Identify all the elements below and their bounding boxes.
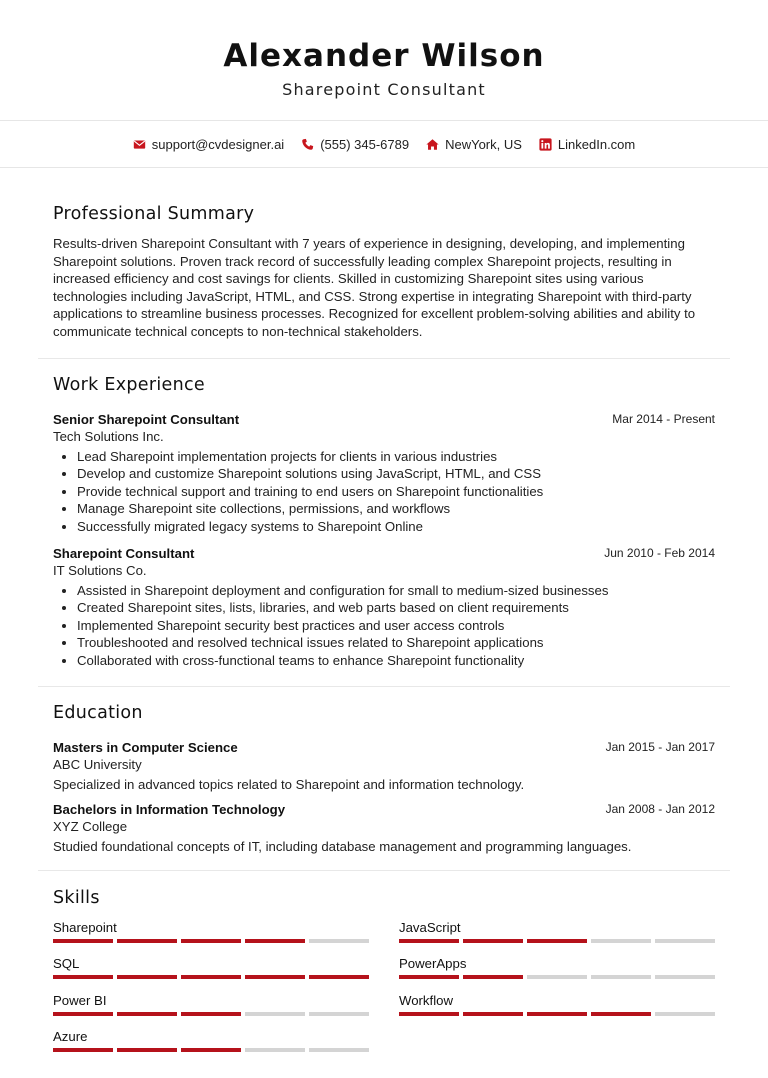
skill-level-bar (399, 975, 715, 979)
skill-level-segment-filled (117, 939, 177, 943)
skill-level-segment-filled (399, 1012, 459, 1016)
education-dates: Jan 2008 - Jan 2012 (605, 801, 715, 816)
skill-name: PowerApps (399, 956, 467, 971)
contact-phone[interactable] (301, 137, 409, 152)
skill-level-segment-filled (399, 975, 459, 979)
skill-name: Power BI (53, 992, 107, 1008)
contact-bar (0, 120, 768, 168)
summary-section (38, 168, 730, 358)
job-bullet: • Troubleshooted and resolved technical issues related to Sharepoint applications (77, 634, 715, 652)
skill-level-segment-filled (181, 1012, 241, 1016)
skill-level-segment-empty (309, 939, 369, 943)
skill-name: Sharepoint (53, 919, 117, 935)
degree-title: Bachelors in Information Technology (53, 801, 286, 817)
job-bullets (53, 448, 715, 536)
education-entry (53, 740, 715, 792)
skill-item (399, 993, 715, 1030)
skill-name: Workflow (399, 992, 453, 1008)
skill-level-segment-filled (463, 975, 523, 979)
phone-icon (301, 138, 314, 151)
candidate-name: Alexander Wilson (223, 38, 545, 74)
skill-level-bar (399, 939, 715, 943)
skill-level-segment-filled (399, 939, 459, 943)
contact-location (426, 137, 522, 152)
skill-level-segment-filled (117, 1012, 177, 1016)
skill-item (53, 1029, 369, 1066)
job-dates: Jun 2010 - Feb 2014 (604, 545, 715, 560)
location-text: NewYork, US (445, 136, 522, 152)
skill-level-segment-filled (527, 939, 587, 943)
skills-title: Skills (53, 887, 100, 908)
experience-section (38, 359, 730, 686)
job-company: IT Solutions Co. (53, 562, 147, 578)
school-name: XYZ College (53, 818, 128, 834)
education-description: Specialized in advanced topics related to Sharepoint and information technology. (53, 776, 525, 792)
phone-text: (555) 345-6789 (320, 136, 410, 152)
summary-text: Results-driven Sharepoint Consultant with 7 years of experience in designing, developing, and implementing Sharepoint solutions. Proven track record of successfully leading complex Sharepoint projects, resulting in increased efficiency and cost savings for clients. Skilled in customizing Sharepoint sites using various technologies including JavaScript, HTML, and CSS. Strong expertise in integrating Sharepoint with third-party applications to streamline business processes. Recognized for excellent problem-solving abilities and ability to communicate technical concepts to non-technical stakeholders. (53, 236, 696, 339)
contact-linkedin[interactable] (539, 137, 635, 152)
skill-level-segment-empty (591, 939, 651, 943)
job-bullet: • Lead Sharepoint implementation projects for clients in various industries (77, 448, 715, 466)
skill-level-segment-filled (309, 975, 369, 979)
skill-level-segment-empty (655, 975, 715, 979)
degree-title: Masters in Computer Science (53, 739, 238, 755)
skill-level-segment-filled (463, 939, 523, 943)
skill-level-segment-empty (245, 1012, 305, 1016)
contact-email[interactable] (133, 137, 284, 152)
skill-item (53, 920, 369, 957)
job-bullet: • Assisted in Sharepoint deployment and configuration for small to medium-sized businesses (77, 582, 715, 600)
email-text: support@cvdesigner.ai (151, 136, 285, 152)
education-description: Studied foundational concepts of IT, including database management and programming languages. (53, 838, 632, 854)
education-dates: Jan 2015 - Jan 2017 (605, 739, 715, 754)
summary-title: Professional Summary (53, 204, 255, 224)
home-icon (426, 138, 439, 151)
skill-item (399, 920, 715, 957)
skill-item (53, 993, 369, 1030)
skill-name: JavaScript (399, 919, 461, 935)
skill-level-segment-empty (655, 939, 715, 943)
skill-level-bar (53, 1012, 369, 1016)
skill-name: SQL (53, 956, 80, 971)
skill-item (53, 956, 369, 993)
education-title: Education (53, 702, 143, 723)
skill-level-segment-empty (309, 1012, 369, 1016)
job-entry (53, 412, 715, 536)
skill-level-segment-filled (463, 1012, 523, 1016)
skills-section (38, 871, 730, 1066)
linkedin-text: LinkedIn.com (557, 136, 636, 152)
skill-level-segment-empty (655, 1012, 715, 1016)
skills-grid (53, 920, 715, 1066)
skill-level-segment-filled (591, 1012, 651, 1016)
job-bullet: • Collaborated with cross-functional teams to enhance Sharepoint functionality (77, 652, 715, 670)
job-bullet: • Develop and customize Sharepoint solutions using JavaScript, HTML, and CSS (77, 465, 715, 483)
job-title: Sharepoint Consultant (53, 545, 195, 561)
skill-level-segment-empty (245, 1048, 305, 1052)
skill-level-segment-filled (181, 1048, 241, 1052)
skill-level-segment-empty (591, 975, 651, 979)
job-bullet: • Provide technical support and training to end users on Sharepoint functionalities (77, 483, 715, 501)
skill-item (399, 956, 715, 993)
envelope-icon (133, 138, 146, 151)
skill-level-segment-filled (53, 1048, 113, 1052)
job-dates: Mar 2014 - Present (612, 411, 715, 426)
job-company: Tech Solutions Inc. (53, 428, 164, 444)
skill-level-bar (53, 1048, 369, 1052)
skill-level-segment-filled (527, 1012, 587, 1016)
job-bullet: • Created Sharepoint sites, lists, libraries, and web parts based on client requirements (77, 599, 715, 617)
experience-title: Work Experience (53, 374, 205, 395)
skill-level-bar (399, 1012, 715, 1016)
education-entry (53, 802, 715, 854)
skill-level-segment-filled (245, 939, 305, 943)
skill-level-bar (53, 975, 369, 979)
linkedin-icon (539, 138, 552, 151)
candidate-role: Sharepoint Consultant (282, 80, 486, 99)
skill-level-segment-filled (117, 1048, 177, 1052)
skill-name: Azure (53, 1029, 88, 1044)
skill-level-segment-filled (245, 975, 305, 979)
job-title: Senior Sharepoint Consultant (53, 411, 240, 427)
skill-level-segment-filled (181, 939, 241, 943)
skill-level-segment-empty (309, 1048, 369, 1052)
education-section (38, 687, 730, 870)
job-bullets (53, 582, 715, 670)
resume-header (0, 0, 768, 120)
skill-level-segment-filled (53, 1012, 113, 1016)
job-entry (53, 546, 715, 670)
skill-level-segment-empty (527, 975, 587, 979)
skill-level-segment-filled (117, 975, 177, 979)
school-name: ABC University (53, 756, 142, 772)
job-bullet: • Successfully migrated legacy systems to Sharepoint Online (77, 518, 715, 536)
skill-level-segment-filled (53, 939, 113, 943)
job-bullet: • Implemented Sharepoint security best practices and user access controls (77, 617, 715, 635)
skill-level-segment-filled (181, 975, 241, 979)
skill-level-segment-filled (53, 975, 113, 979)
job-bullet: • Manage Sharepoint site collections, permissions, and workflows (77, 500, 715, 518)
skill-level-bar (53, 939, 369, 943)
